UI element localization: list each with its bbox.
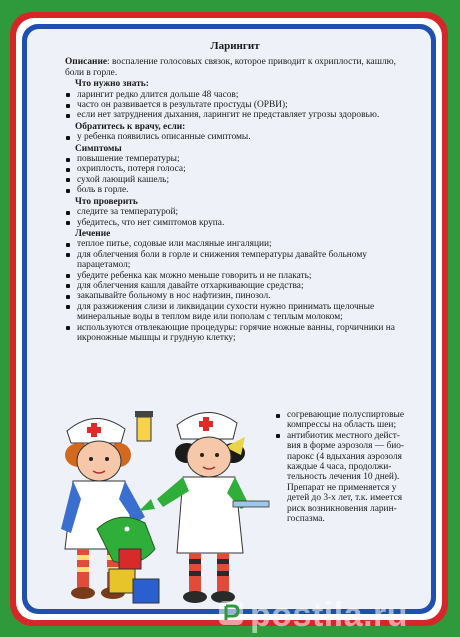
list-item: следите за температурой;: [65, 207, 405, 217]
page-title: Ларингит: [210, 40, 260, 52]
know-heading: Что нужно знать:: [75, 79, 149, 90]
treatment-heading: Лечение: [75, 228, 111, 239]
check-heading: Что проверить: [75, 196, 138, 207]
list-item: для разжижения слизи и ликвидации сухости нужно принимать щелочные минеральные воды в теплом виде или пополам с теплым молоком;: [65, 302, 405, 323]
list-item: ларингит редко длится дольше 48 часов;: [65, 90, 405, 100]
children-doctors-illustration: [27, 29, 431, 609]
list-item: повышение температуры;: [65, 154, 405, 164]
list-item: у ребенка появились описанные симптомы.: [65, 132, 405, 142]
postila-logo-icon: [216, 598, 246, 628]
doctor-girl-illustration: [157, 412, 269, 603]
description-text: : воспаление голосовых связок, которое приводит к охриплости, кашлю, боли в горле.: [65, 57, 396, 78]
watermark-text: postila.ru: [250, 596, 409, 634]
list-item: согревающие полуспиртовые компрессы на область шеи;: [275, 410, 407, 431]
list-item: теплое питье, содовые или масляные ингаляции;: [65, 239, 405, 249]
doctor-heading: Обратитесь к врачу, если:: [75, 121, 186, 132]
list-item: если нет затруднения дыхания, ларингит не представляет угрозы здоровью.: [65, 110, 405, 120]
description-label: Описание: [65, 57, 108, 68]
list-item: закапывайте больному в нос нафтизин, пинозол.: [65, 291, 405, 301]
list-item: сухой лающий кашель;: [65, 175, 405, 185]
list-item: боль в горле.: [65, 185, 405, 195]
list-item: используются отвлекающие процедуры: горячие ножные ванны, горчичники на икроножные мышцы и грудную клетку;: [65, 323, 405, 344]
content-paper: [27, 29, 431, 609]
list-item: охриплость, потеря голоса;: [65, 164, 405, 174]
list-item: часто он развивается в результате простуды (ОРВИ);: [65, 100, 405, 110]
nurse-girl-illustration: [61, 411, 153, 599]
list-item: для облегчения кашля давайте отхаркивающие средства;: [65, 281, 405, 291]
list-item: антибиотик местного действия в форме аэрозоля — биопарокс (4 вдыхания аэрозоля каждые 4 часа, продолжительность лечения 10 дней). Препарат не применяется у детей до 3-х лет, т.к. имеется риск возникновения ларингоспазма.: [275, 431, 407, 525]
symptoms-heading: Симптомы: [75, 143, 122, 154]
list-item: убедите ребенка как можно меньше говорить и не плакать;: [65, 271, 405, 281]
list-item: убедитесь, что нет симптомов крупа.: [65, 218, 405, 228]
list-item: для облегчения боли в горле и снижения температуры давайте больному парацетамол;: [65, 250, 405, 271]
